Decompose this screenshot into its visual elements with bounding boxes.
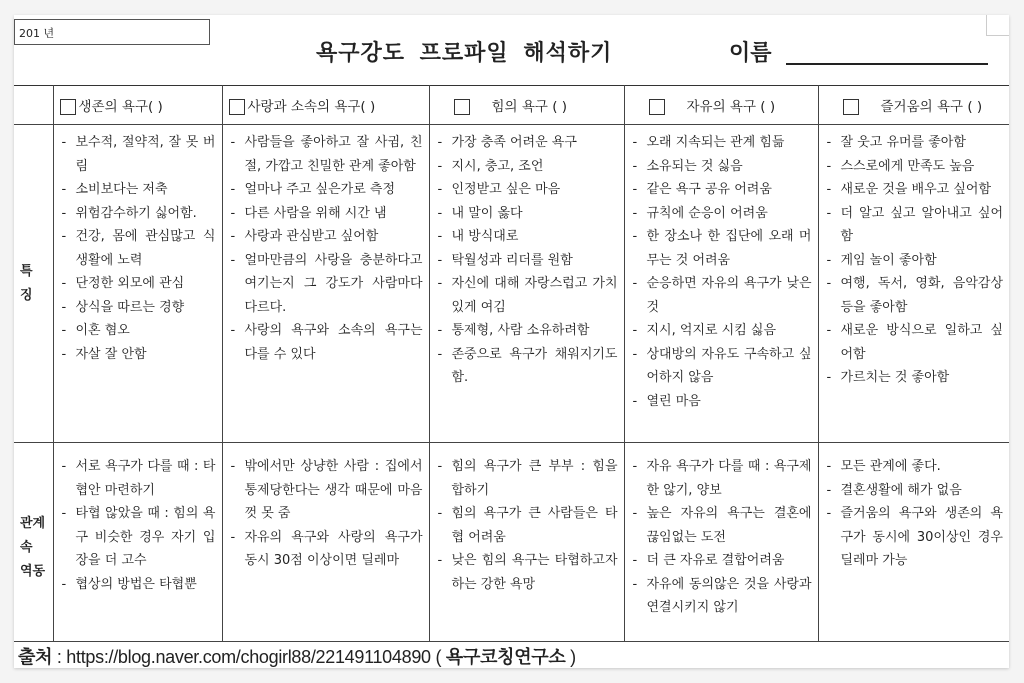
list-item: - 가르치는 것 좋아함 [825, 366, 1004, 390]
list-item: - 규칙에 순응이 어려움 [631, 202, 812, 226]
source-citation [18, 643, 576, 669]
list-item: - 낮은 힘의 욕구는 타협하고자 하는 강한 욕망 [436, 549, 618, 596]
checkbox-power[interactable] [454, 99, 470, 115]
column-label: 자유의 욕구 ( ) [686, 99, 776, 115]
row-label-line: 특 [20, 263, 33, 279]
list-item: - 상대방의 자유도 구속하고 싶어하지 않음 [631, 343, 812, 390]
list-item: - 힘의 욕구가 큰 사람들은 타협 어려움 [436, 502, 618, 549]
paren-close: ) [565, 647, 576, 667]
list-item: - 같은 욕구 공유 어려움 [631, 178, 812, 202]
table-row-characteristics [14, 125, 1009, 443]
list-item: - 지시, 억지로 시킴 싫음 [631, 319, 812, 343]
list-item: - 모든 관계에 좋다. [825, 455, 1004, 479]
checkbox-fun[interactable] [843, 99, 859, 115]
row-label-line: 관계 [20, 515, 46, 531]
list-item: - 순응하면 자유의 욕구가 낮은 것 [631, 272, 812, 319]
list-item: - 상식을 따르는 경향 [60, 296, 216, 320]
list-item: - 게임 놀이 좋아함 [825, 249, 1004, 273]
bullet-list [631, 131, 812, 413]
list-item: - 사랑과 관심받고 싶어함 [229, 225, 423, 249]
table-header-row [14, 86, 1009, 125]
list-item: - 인정받고 싶은 마음 [436, 178, 618, 202]
list-item: - 새로운 것을 배우고 싶어함 [825, 178, 1004, 202]
list-item: - 건강, 몸에 관심많고 식생활에 노력 [60, 225, 216, 272]
list-item: - 더 알고 싶고 알아내고 싶어함 [825, 202, 1004, 249]
cell-fun-dynamics [818, 443, 1009, 642]
name-blank-line[interactable] [786, 63, 988, 65]
list-item: - 스스로에게 만족도 높음 [825, 155, 1004, 179]
cell-power-dynamics [429, 443, 624, 642]
needs-profile-table [14, 85, 1009, 642]
cell-fun-characteristics [818, 125, 1009, 443]
paren-open: ( [430, 647, 446, 667]
list-item: - 즐거움의 욕구와 생존의 욕구가 동시에 30이상인 경우 딜레마 가능 [825, 502, 1004, 573]
cell-freedom-dynamics [624, 443, 818, 642]
list-item: - 밖에서만 상냥한 사람 : 집에서 통제당한다는 생각 때문에 마음껏 못 줌 [229, 455, 423, 526]
list-item: - 협상의 방법은 타협뿐 [60, 573, 216, 597]
list-item: - 자유의 욕구와 사랑의 욕구가 동시 30점 이상이면 딜레마 [229, 526, 423, 573]
document-page [14, 15, 1009, 668]
column-label: 힘의 욕구 ( ) [491, 99, 568, 115]
list-item: - 소비보다는 저축 [60, 178, 216, 202]
list-item: - 소유되는 것 싫음 [631, 155, 812, 179]
bullet-list [229, 455, 423, 573]
list-item: - 오래 지속되는 관계 힘듦 [631, 131, 812, 155]
column-header-love-belonging [222, 86, 429, 125]
row-label-line: 징 [20, 287, 33, 303]
bullet-list [436, 131, 618, 390]
list-item: - 타협 않았을 때 : 힘의 욕구 비슷한 경우 자기 입장을 더 고수 [60, 502, 216, 573]
list-item: - 자신에 대해 자랑스럽고 가치있게 여김 [436, 272, 618, 319]
list-item: - 결혼생활에 해가 없음 [825, 479, 1004, 503]
list-item: - 내 방식대로 [436, 225, 618, 249]
column-header-survival [53, 86, 222, 125]
cell-love-characteristics [222, 125, 429, 443]
bullet-list [825, 455, 1004, 573]
year-field[interactable] [14, 19, 210, 45]
list-item: - 더 큰 자유로 결합어려움 [631, 549, 812, 573]
column-label: 생존의 욕구( ) [78, 99, 163, 115]
year-field-text: 201 년 [19, 27, 55, 40]
list-item: - 서로 욕구가 다를 때 : 타협안 마련하기 [60, 455, 216, 502]
list-item: - 사람들을 좋아하고 잘 사귐, 친절, 가깝고 친밀한 관계 좋아함 [229, 131, 423, 178]
list-item: - 자살 잘 안함 [60, 343, 216, 367]
cell-power-characteristics [429, 125, 624, 443]
bullet-list [60, 455, 216, 596]
list-item: - 사랑의 욕구와 소속의 욕구는 다를 수 있다 [229, 319, 423, 366]
name-label: 이름 [729, 41, 772, 66]
list-item: - 잘 웃고 유머를 좋아함 [825, 131, 1004, 155]
list-item: - 탁월성과 리더를 원함 [436, 249, 618, 273]
bullet-list [825, 131, 1004, 390]
list-item: - 보수적, 절약적, 잘 못 버림 [60, 131, 216, 178]
bullet-list [60, 131, 216, 366]
row-label-relationship-dynamics [14, 443, 53, 642]
column-header-freedom [624, 86, 818, 125]
list-item: - 힘의 욕구가 큰 부부 : 힘을 합하기 [436, 455, 618, 502]
table-row-relationship-dynamics [14, 443, 1009, 642]
row-label-line: 속 [20, 539, 33, 555]
bullet-list [631, 455, 812, 620]
list-item: - 높은 자유의 욕구는 결혼에 끊임없는 도전 [631, 502, 812, 549]
list-item: - 열린 마음 [631, 390, 812, 414]
list-item: - 얼마나 주고 싶은가로 측정 [229, 178, 423, 202]
list-item: - 가장 충족 어려운 욕구 [436, 131, 618, 155]
list-item: - 이혼 혐오 [60, 319, 216, 343]
bullet-list [436, 455, 618, 596]
source-separator: : [52, 647, 67, 667]
checkbox-love-belonging[interactable] [229, 99, 245, 115]
list-item: - 단정한 외모에 관심 [60, 272, 216, 296]
list-item: - 위험감수하기 싫어함. [60, 202, 216, 226]
cell-survival-dynamics [53, 443, 222, 642]
cell-love-dynamics [222, 443, 429, 642]
cell-survival-characteristics [53, 125, 222, 443]
list-item: - 자유 욕구가 다를 때 : 욕구제한 않기, 양보 [631, 455, 812, 502]
list-item: - 자유에 동의않은 것을 사랑과 연결시키지 않기 [631, 573, 812, 620]
cell-freedom-characteristics [624, 125, 818, 443]
column-header-power [429, 86, 624, 125]
page-corner-mark [986, 15, 1009, 36]
checkbox-freedom[interactable] [649, 99, 665, 115]
bullet-list [229, 131, 423, 366]
page-title: 욕구강도 프로파일 해석하기 [316, 41, 613, 66]
source-label: 출처 [18, 647, 53, 667]
list-item: - 지시, 충고, 조언 [436, 155, 618, 179]
source-organization: 욕구코칭연구소 [445, 647, 566, 667]
list-item: - 내 말이 옳다 [436, 202, 618, 226]
list-item: - 한 장소나 한 집단에 오래 머무는 것 어려움 [631, 225, 812, 272]
list-item: - 얼마만큼의 사랑을 충분하다고 여기는지 그 강도가 사람마다 다르다. [229, 249, 423, 320]
list-item: - 통제형, 사람 소유하려함 [436, 319, 618, 343]
column-label: 사랑과 소속의 욕구( ) [247, 99, 376, 115]
row-label-characteristics [14, 125, 53, 443]
checkbox-survival[interactable] [60, 99, 76, 115]
list-item: - 존중으로 욕구가 채워지기도 함. [436, 343, 618, 390]
column-label: 즐거움의 욕구 ( ) [880, 99, 983, 115]
list-item: - 여행, 독서, 영화, 음악감상 등을 좋아함 [825, 272, 1004, 319]
column-header-fun [818, 86, 1009, 125]
source-url-link[interactable]: https://blog.naver.com/chogirl88/221491104890 [66, 647, 431, 667]
corner-header-cell [14, 86, 53, 125]
list-item: - 새로운 방식으로 일하고 싶어함 [825, 319, 1004, 366]
list-item: - 다른 사람을 위해 시간 냄 [229, 202, 423, 226]
row-label-line: 역동 [20, 563, 46, 579]
